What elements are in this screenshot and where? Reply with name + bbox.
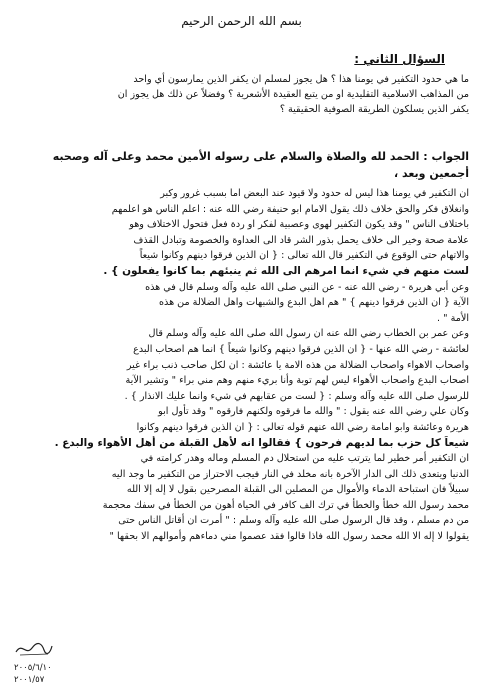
date-line: ٢٠٠١/٥٧ — [14, 675, 45, 685]
answer-line: باختلاف الناس " وقد يكون التكفير لهوى وعصبية لفكر او ردة فعل فتحول الاختلاف وهو — [129, 219, 469, 231]
answer-line: وعن أبي هريرة - رضي الله عنه - عن النبي صلى الله عليه وآله وسلم قال في هذه — [145, 281, 469, 293]
answer-intro-line: الجواب : الحمد لله والصلاة والسلام على رسوله الأمين محمد وعلى آله وصحبه — [52, 150, 469, 163]
answer-line: لعائشة - رضي الله عنها - { ان الذين فرقوا دينهم وكانوا شيعاً } انما هم اصحاب البدع — [133, 343, 469, 355]
answer-line: ان التكفير أمر خطير لما يترتب عليه من استحلال دم المسلم وماله وهدر كرامته في — [140, 453, 469, 465]
question-line: ما هي حدود التكفير في يومنا هذا ؟ هل يجوز لمسلم ان يكفر الذين يمارسون أي واحد — [133, 74, 469, 85]
answer-line: الأمة " . — [437, 312, 469, 324]
answer-line: سبيلاً فان استباحة الدماء والأموال من المصلين الى القبلة المصرحين بقول لا إله إلا الله — [126, 484, 469, 496]
question-text — [18, 72, 469, 117]
answer-line: علامة صحة وخير الى خلاف يحمل بذور الشر قاد الى العداوة والخصومة وتبادل القذف — [133, 234, 469, 246]
answer-line: لست منهم في شيء انما امرهم الى الله ثم ينبئهم بما كانوا يفعلون } . — [103, 264, 469, 277]
answer-line: محمد رسول الله خطأ والخطأ في ترك الف كافر في الحياة أهون من الخطأ في سفك محجمة — [102, 499, 469, 511]
answer-line: هريرة وعائشة وابو امامة رضي الله عنهم قوله تعالى : { ان الذين فرقوا دينهم وكانوا — [136, 421, 469, 433]
answer-line: وانغلاق فكر والحق خلاف ذلك يقول الامام ابو حنيفة رضي الله عنه : اعلم الناس هو اعلمهم — [111, 203, 469, 215]
answer-line: من دم مسلم ، وقد قال الرسول صلى الله عليه وآله وسلم : " أمرت ان أقاتل الناس حتى — [118, 515, 469, 527]
answer-line: الآية { ان الذين فرقوا دينهم } " هم اهل البدع والشبهات واهل الضلالة من هذه — [159, 297, 469, 309]
signature-block — [14, 640, 54, 686]
answer-line: وكان علي رضي الله عنه يقول : " والله ما فرقوه ولكنهم فارقوه " وقد تأول ابو — [158, 406, 469, 418]
basmala-heading: بسم الله الرحمن الرحيم — [181, 14, 302, 28]
answer-line: وعن عمر بن الخطاب رضي الله عنه ان رسول الله صلى الله عليه وآله وسلم قال — [148, 328, 469, 340]
answer-line: شيعاً كل حزب بما لديهم فرحون } فقالوا انه لأهل القبلة من أهل الأهواء والبدع . — [54, 436, 469, 449]
answer-intro — [18, 148, 469, 182]
answer-line: يقولوا لا إله الا الله محمد رسول الله فاذا قالوا فقد عصموا مني دماءهم وأموالهم الا بحقها " — [109, 531, 469, 543]
date-line: ٢٠٠٥/٦/١٠ — [14, 663, 52, 673]
answer-body — [18, 186, 469, 545]
answer-line: والاتهام حتى الوقوع في التكفير قال الله تعالى : { ان الذين فرقوا دينهم وكانوا شيعاً — [139, 250, 469, 262]
question-line: يكفر الذين يسلكون الطريقة الصوفية الحقيقية ؟ — [279, 104, 469, 115]
answer-line: للرسول صلى الله عليه وآله وسلم : { لست من عقابهم في شيء وانما عليك الانذار } . — [124, 390, 469, 402]
answer-line: اصحاب البدع واصحاب الأهواء ليس لهم توبة وأنا بريء منهم وهم مني براء " وتشير الآية — [125, 375, 469, 387]
answer-line: ان التكفير في يومنا هذا ليس له حدود ولا قيود عند البعض اما بسبب غرور وكبر — [160, 188, 469, 199]
answer-line: الدنيا ويتعدى ذلك الى الدار الآخرة بانه مخلد في النار فيجب الاحتراز من التكفير ما وجد اليه — [111, 468, 469, 480]
question-line: من المذاهب الاسلامية التقليدية او من يتبع العقيدة الأشعرية ؟ وفضلاً عن ذلك هل يجوز ان — [117, 89, 469, 100]
answer-line: واصحاب الاهواء واصحاب الضلالة من هذه الامة يا عائشة : ان لكل صاحب ذنب براء غير — [126, 359, 469, 371]
answer-intro-line: أجمعين وبعد ، — [393, 167, 469, 180]
question-title: السؤال الثاني : — [354, 52, 445, 66]
signature-icon — [14, 640, 54, 658]
